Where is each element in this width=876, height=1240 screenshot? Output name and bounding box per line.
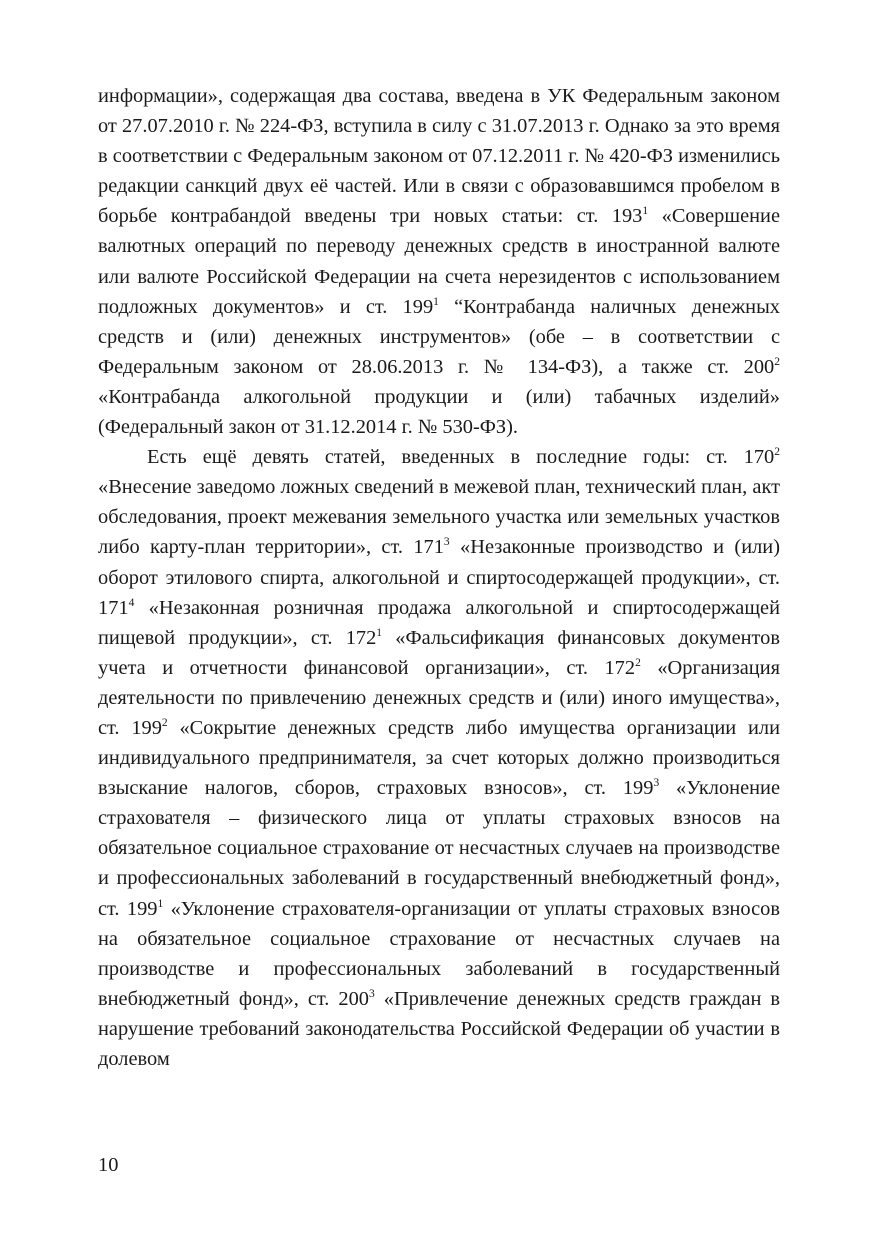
superscript: 3 [368,987,375,1000]
superscript: 4 [128,596,135,609]
text-run: «Незаконная розничная продажа алкогольной и спиртосодержащей пищевой продукции», ст. 172 [98,596,780,649]
paragraph [98,81,780,442]
document-body [98,81,780,1074]
text-run: «Совершение валютных операций по переводу денежных средств в иностранной валюте или валюте Российской Федерации на счета нерезидентов с использованием подложных документов» и ст. 199 [98,205,780,318]
text-run: «Сокрытие денежных средств либо имущества организации или индивидуального предпринимателя, за счет которых должно производиться взыскание налогов, сборов, страховых взносов», ст. 199 [98,716,780,800]
superscript: 1 [642,205,649,218]
text-run: «Незаконные производство и (или) оборот этилового спирта, алкогольной и спиртосодержащей продукции», ст. 171 [98,536,780,619]
superscript: 2 [774,355,780,368]
text-run: “Контрабанда наличных денежных средств и (или) денежных инструментов» (обе – в соответствии с Федеральным законом от 28.06.2013 г. № 134-ФЗ), а также ст. 200 [98,295,780,378]
superscript: 1 [157,897,164,910]
text-run: Есть ещё девять статей, введенных в последние годы: ст. 170 [147,446,775,469]
text-run: «Организация деятельности по привлечению денежных средств и (или) иного имущества», ст. 199 [98,656,781,739]
page-number: 10 [98,1154,119,1176]
superscript: 2 [161,716,168,729]
superscript: 3 [653,777,660,790]
text-run: «Уклонение страхователя-организации от уплаты страховых взносов на обязательное социальное страхование от несчастных случаев на производстве и профессиональных заболеваний в государственный внебюджетный фонд», ст. 200 [98,897,780,1010]
text-run: «Внесение заведомо ложных сведений в межевой план, технический план, акт обследования, проект межевания земельного участка или земельных участков либо карту-план территории», ст. 171 [98,476,780,559]
superscript: 2 [774,446,780,459]
text-run: «Уклонение страхователя – физического лица от уплаты страховых взносов на обязательное социальное страхование от несчастных случаев на производстве и профессиональных заболеваний в государственный внебюджетный фонд», ст. 199 [98,777,780,920]
text-run: информации», содержащая два состава, введена в УК Федеральным законом от 27.07.2010 г. № 224-ФЗ, вступила в силу с 31.07.2013 г. Однако за это время в соответствии с Федеральным законом от 07.12.2011 г. № 420-ФЗ изменились редакции санкций двух её частей. Или в связи с образовавшимся пробелом в борьбе контрабандой введены три новых статьи: ст. 193 [98,85,780,228]
paragraph [98,442,780,1074]
text-run: «Контрабанда алкогольной продукции и (или) табачных изделий» (Федеральный закон от 31.12.2014 г. № 530-ФЗ). [98,385,780,439]
superscript: 1 [376,626,383,639]
superscript: 1 [433,295,439,308]
text-run: «Привлечение денежных средств граждан в нарушение требований законодательства Российской Федерации об участии в долевом [98,987,781,1070]
superscript: 3 [443,536,450,549]
text-run: «Фальсификация финансовых документов учета и отчетности финансовой организации», ст. 172 [98,626,780,679]
superscript: 2 [635,656,641,669]
